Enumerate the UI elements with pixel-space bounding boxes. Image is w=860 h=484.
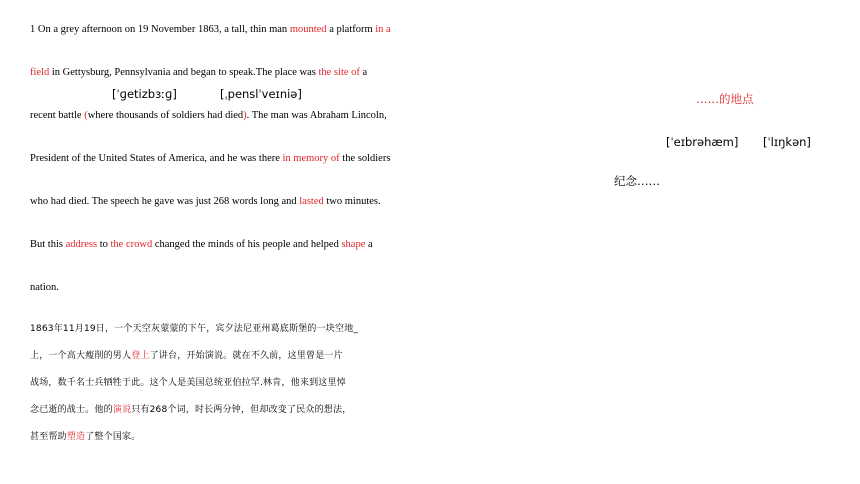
text-span: 念已逝的战士。他的 <box>30 405 113 415</box>
annotation-gettysburg-phonetic: [ˈɡetizbɜːɡ] <box>112 87 177 101</box>
chinese-line-2 <box>30 343 860 369</box>
english-line-7 <box>30 275 860 301</box>
text-span: But this <box>30 239 66 250</box>
text-span: President of the United States of America, and he was there <box>30 153 283 164</box>
text-span: changed the minds of his people and helped <box>152 239 342 250</box>
highlight-the-crowd: the crowd <box>110 239 153 250</box>
english-line-3 <box>30 103 860 129</box>
text-span: 上，一个高大瘦削的男人 <box>30 351 132 361</box>
highlight-paren-open: ( <box>84 110 88 121</box>
text-span: a <box>359 67 368 78</box>
highlight-suzao: 塑造 <box>66 432 86 442</box>
text-span: 1863年11月19日，一个天空灰蒙蒙的下午，宾夕法尼亚州葛底斯堡的一块空地_ <box>30 324 359 334</box>
english-line-5 <box>30 189 860 215</box>
text-span: nation. <box>30 282 59 293</box>
highlight-paren-close: ) <box>243 110 247 121</box>
english-line-6 <box>30 232 860 258</box>
text-span: 1 On a grey afternoon on 19 November 1863, a tall, thin man <box>30 24 290 35</box>
text-span: who had died. The speech he gave was just 268 words long and <box>30 196 300 207</box>
text-span: where thousands of soldiers had died <box>87 110 244 121</box>
annotation-site-of-meaning: ……的地点 <box>696 92 754 106</box>
english-line-4 <box>30 146 860 172</box>
text-span: . The man was Abraham Lincoln, <box>246 110 387 121</box>
english-line-1 <box>30 17 860 43</box>
text-span: a platform <box>326 24 376 35</box>
text-span: 了整个国家。 <box>85 432 141 442</box>
text-span: in Gettysburg, Pennsylvania and began to speak.The place was <box>49 67 319 78</box>
text-span: the soldiers <box>339 153 391 164</box>
highlight-mounted: mounted <box>289 24 327 35</box>
highlight-in-a-field: field <box>30 67 50 78</box>
text-span: 战场，数千名士兵牺牲于此。这个人是美国总统亚伯拉罕.林肯，他来到这里悼 <box>30 378 346 388</box>
text-span: two minutes. <box>323 196 381 207</box>
highlight-in-a-field: in a <box>375 24 391 35</box>
chinese-line-3 <box>30 370 860 396</box>
chinese-line-1 <box>30 316 860 342</box>
text-span: to <box>97 239 111 250</box>
highlight-address: address <box>65 239 98 250</box>
highlight-yanshuo: 演说 <box>112 405 132 415</box>
text-span: 甚至帮助 <box>30 432 67 442</box>
annotation-pennsylvania-phonetic: [ˌpenslˈveɪniə] <box>220 87 302 101</box>
annotation-in-memory-of-meaning: 纪念…… <box>614 174 660 188</box>
annotation-abraham-phonetic: [ˈeɪbrəhæm] <box>666 135 739 149</box>
highlight-lasted: lasted <box>299 196 324 207</box>
text-span: a <box>365 239 373 250</box>
highlight-dengshang: 登上 <box>131 351 150 361</box>
english-line-2 <box>30 60 860 86</box>
highlight-shape: shape <box>341 239 366 250</box>
annotation-lincoln-phonetic: [ˈlɪŋkən] <box>763 135 811 149</box>
text-span: recent battle <box>30 110 85 121</box>
text-span: 只有268个词，时长两分钟，但却改变了民众的想法， <box>131 405 352 415</box>
chinese-line-5 <box>30 424 860 450</box>
highlight-in-memory-of: in memory of <box>282 153 340 164</box>
chinese-line-4 <box>30 397 860 423</box>
highlight-the-site-of: the site of <box>318 67 360 78</box>
text-span: 了讲台，开始演说。就在不久前，这里曾是一片 <box>149 351 343 361</box>
